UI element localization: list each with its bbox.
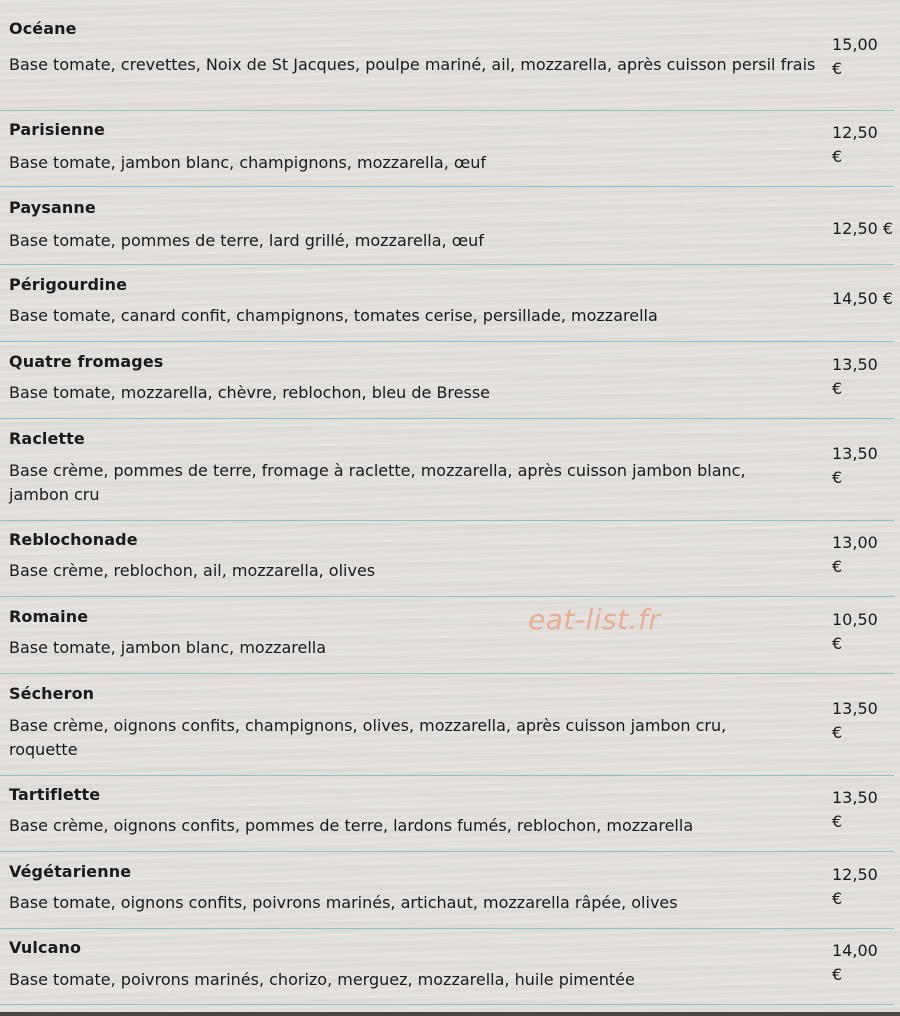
menu-item-perigourdine — [0, 270, 894, 342]
menu-item-oceane — [0, 14, 894, 111]
item-name: Tartiflette — [9, 785, 101, 804]
item-price: 14,00 € — [832, 941, 878, 984]
item-description: Base tomate, oignons confits, poivrons marinés, artichaut, mozzarella râpée, olives — [9, 893, 678, 912]
item-price: 15,00 € — [832, 35, 878, 78]
item-price: 12,50 € — [832, 219, 894, 238]
item-description: Base crème, reblochon, ail, mozzarella, olives — [9, 561, 376, 580]
item-description: Base tomate, crevettes, Noix de St Jacques, poulpe mariné, ail, mozzarella, après cuisson persil frais — [9, 55, 816, 74]
menu-item-vegetarienne — [0, 857, 894, 929]
item-description: Base tomate, mozzarella, chèvre, reblochon, bleu de Bresse — [9, 383, 491, 402]
item-description: Base tomate, canard confit, champignons, tomates cerise, persillade, mozzarella — [9, 306, 658, 325]
item-name: Romaine — [9, 607, 89, 626]
item-price: 13,50 € — [832, 699, 878, 742]
menu-item-vulcano — [0, 933, 894, 1005]
item-name: Reblochonade — [9, 530, 138, 549]
item-price: 10,50 € — [832, 610, 878, 653]
item-price: 14,50 € — [832, 289, 894, 308]
item-price: 13,00 € — [832, 533, 878, 576]
item-price: 12,50 € — [832, 865, 878, 908]
menu-item-paysanne — [0, 193, 894, 265]
item-description: Base tomate, pommes de terre, lard grillé, mozzarella, œuf — [9, 231, 484, 250]
item-name: Périgourdine — [9, 275, 128, 294]
item-price: 12,50 € — [832, 123, 878, 166]
menu-item-secheron — [0, 679, 894, 776]
menu-item-raclette — [0, 424, 894, 521]
item-name: Parisienne — [9, 120, 105, 139]
item-description: Base crème, oignons confits, champignons, olives, mozzarella, après cuisson jambon cru, roquette — [9, 716, 727, 759]
item-description: Base crème, pommes de terre, fromage à raclette, mozzarella, après cuisson jambon blanc, jambon cru — [9, 461, 746, 504]
item-name: Raclette — [9, 429, 85, 448]
menu-item-reblochonade — [0, 525, 894, 597]
item-name: Végétarienne — [9, 862, 132, 881]
item-description: Base tomate, poivrons marinés, chorizo, merguez, mozzarella, huile pimentée — [9, 970, 635, 989]
menu-item-tartiflette — [0, 780, 894, 852]
item-name: Quatre fromages — [9, 352, 164, 371]
menu-item-parisienne — [0, 115, 894, 187]
item-price: 13,50 € — [832, 444, 878, 487]
bottom-edge-divider — [0, 1012, 900, 1016]
item-description: Base tomate, jambon blanc, champignons, mozzarella, œuf — [9, 153, 487, 172]
menu-item-quatre-fromages — [0, 347, 894, 419]
watermark-text: eat-list.fr — [528, 603, 661, 636]
item-name: Paysanne — [9, 198, 96, 217]
item-price: 13,50 € — [832, 355, 878, 398]
item-description: Base tomate, jambon blanc, mozzarella — [9, 638, 327, 657]
item-description: Base crème, oignons confits, pommes de terre, lardons fumés, reblochon, mozzarella — [9, 816, 694, 835]
item-price: 13,50 € — [832, 788, 878, 831]
item-name: Océane — [9, 19, 77, 38]
item-name: Sécheron — [9, 684, 95, 703]
item-name: Vulcano — [9, 938, 82, 957]
menu-item-romaine — [0, 602, 894, 674]
